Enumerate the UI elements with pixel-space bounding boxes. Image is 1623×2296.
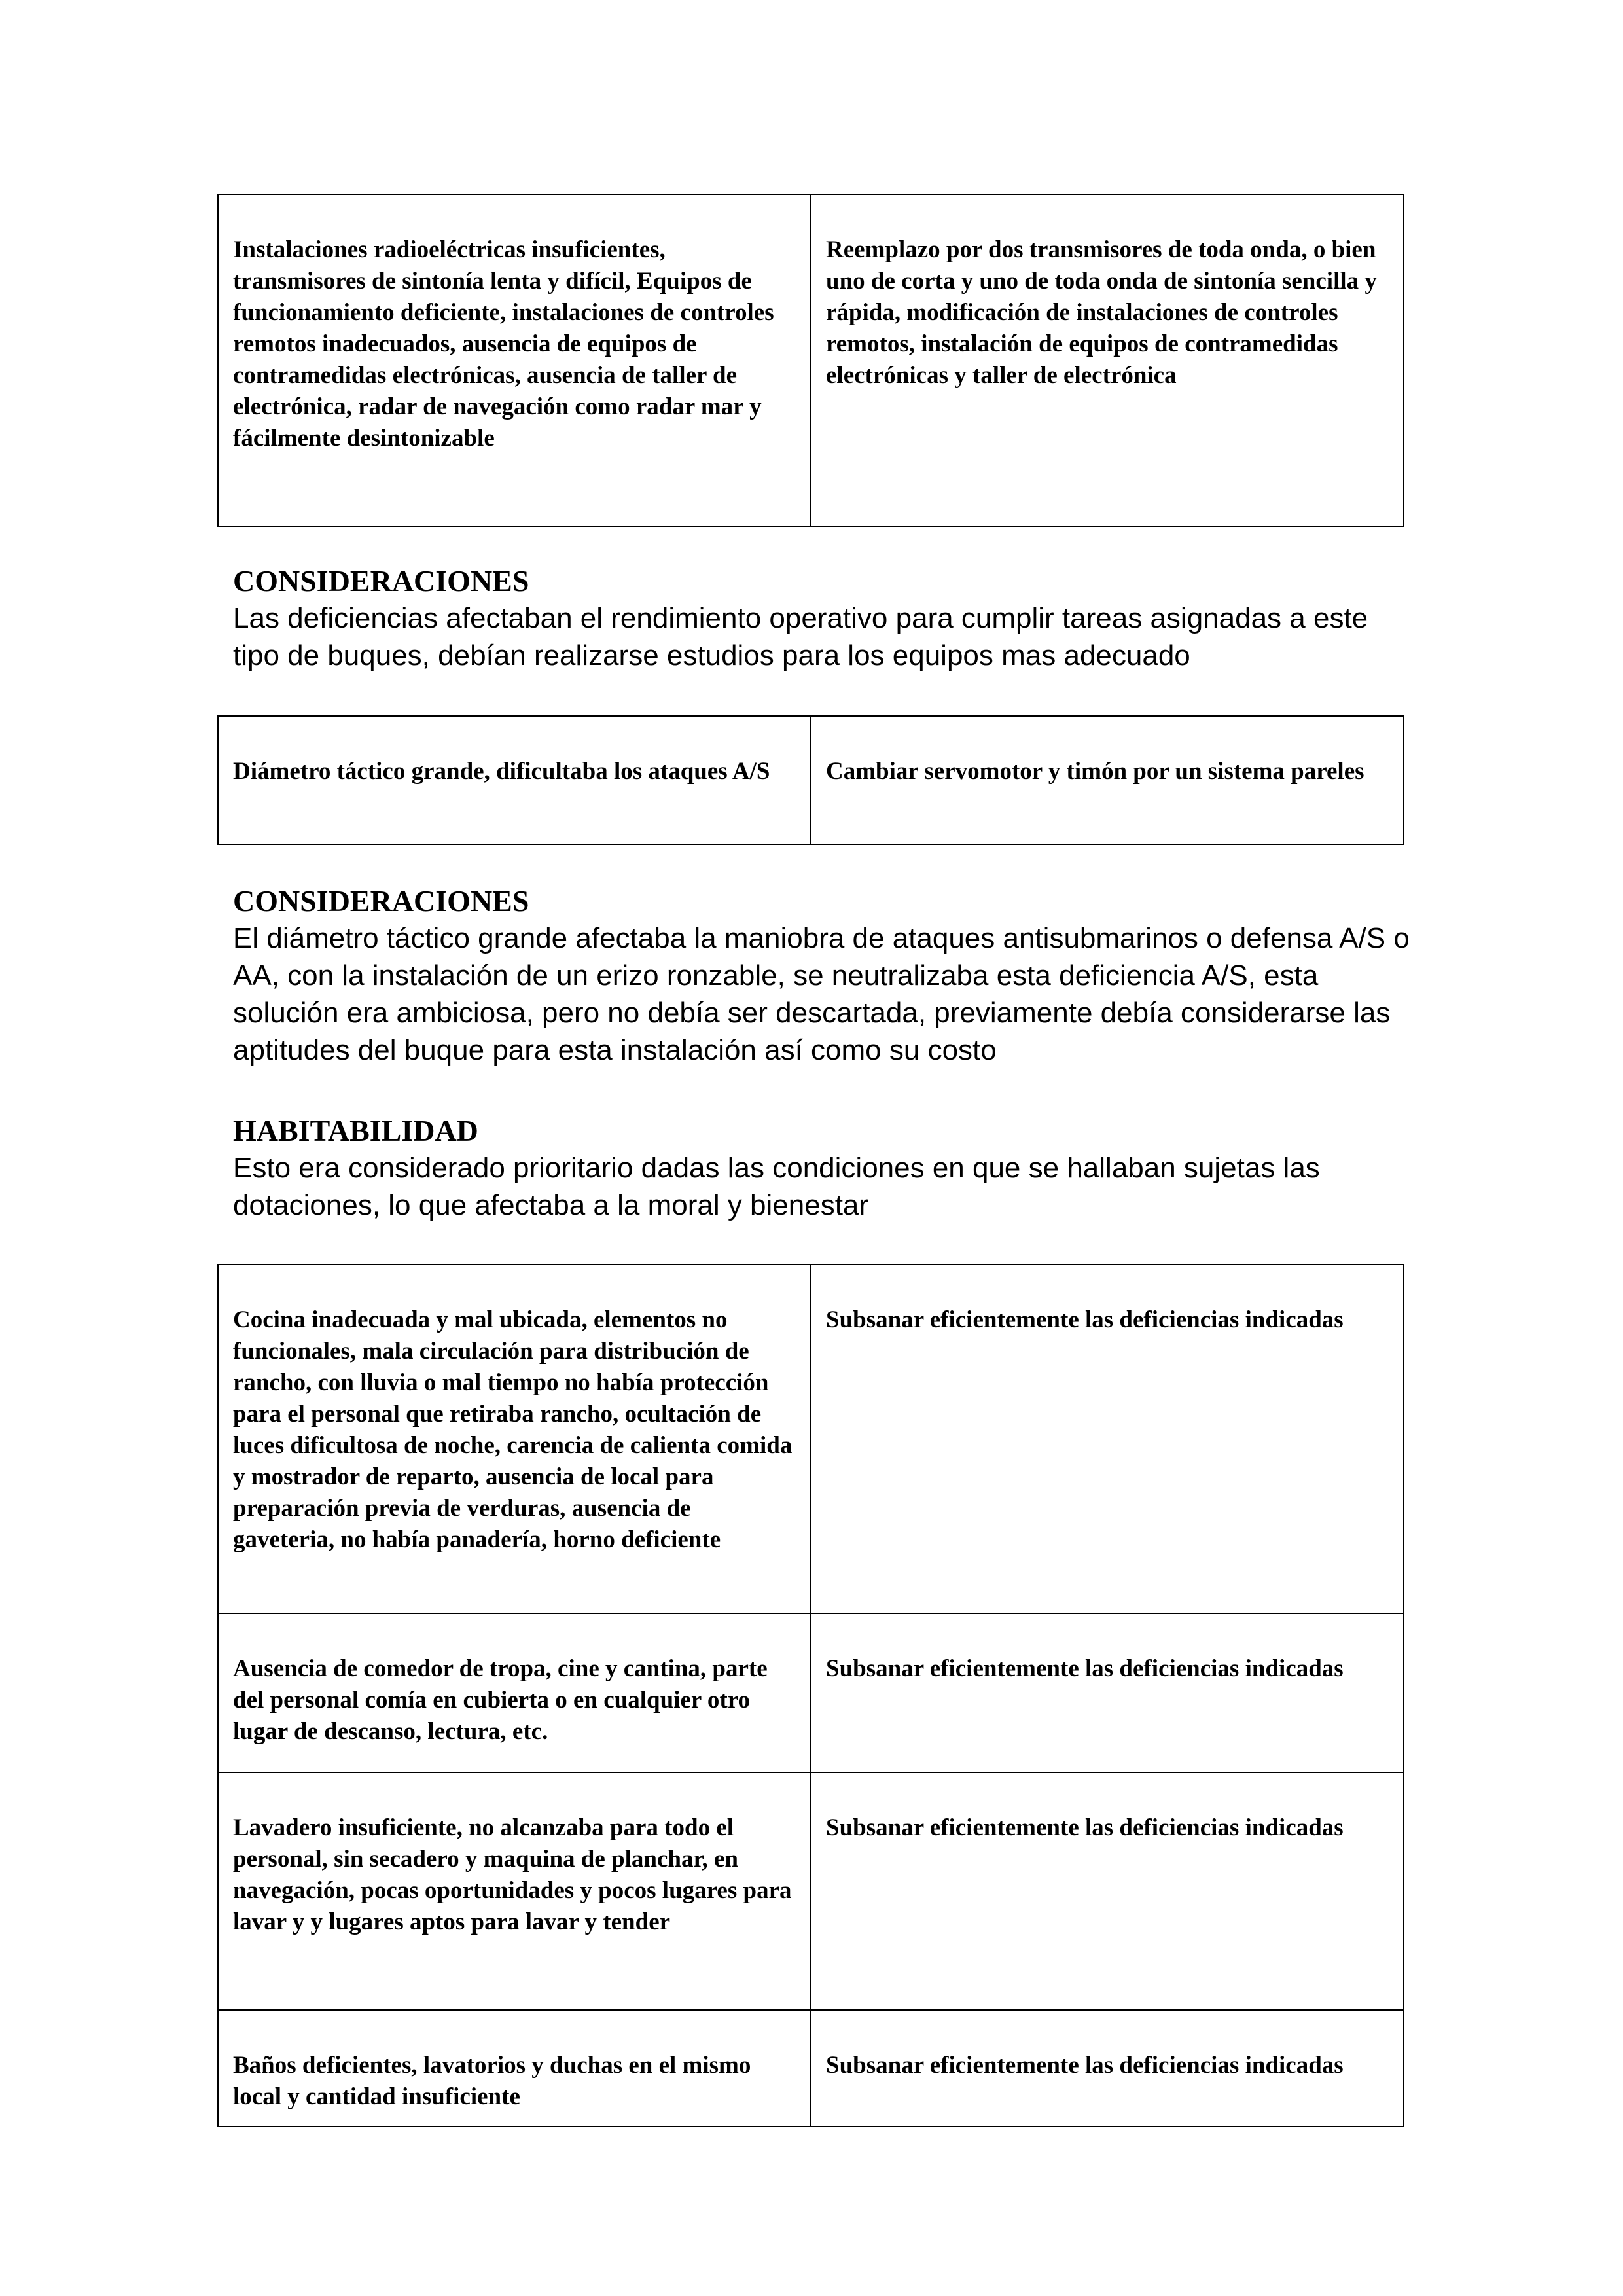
habitability-table: [217, 1264, 1404, 2127]
section-heading: CONSIDERACIONES: [233, 564, 529, 598]
problem-cell: Cocina inadecuada y mal ubicada, elementos no funcionales, mala circulación para distribución de rancho, con lluvia o mal tiempo no había protección para el personal que retiraba rancho, ocultación de luces dificultosa de noche, carencia de calienta comida y mostrador de reparto, ausencia de local para preparación previa de verduras, ausencia de gaveteria, no había panadería, horno deficiente: [218, 1265, 811, 1613]
table-row: [218, 716, 1404, 844]
section-heading: HABITABILIDAD: [233, 1114, 478, 1147]
solution-cell: Reemplazo por dos transmisores de toda onda, o bien uno de corta y uno de toda onda de sintonía sencilla y rápida, modificación de instalaciones de controles remotos, instalación de equipos de contramedidas electrónicas y taller de electrónica: [811, 194, 1404, 526]
section-text: Esto era considerado prioritario dadas las condiciones en que se hallaban sujetas las dotaciones, lo que afectaba a la moral y bienestar: [233, 1152, 1320, 1221]
problem-cell: Ausencia de comedor de tropa, cine y cantina, parte del personal comía en cubierta o en cualquier otro lugar de descanso, lectura, etc.: [218, 1613, 811, 1772]
problem-cell: Lavadero insuficiente, no alcanzaba para todo el personal, sin secadero y maquina de planchar, en navegación, pocas oportunidades y pocos lugares para lavar y y lugares aptos para lavar y tender: [218, 1772, 811, 2010]
radio-equipment-table: [217, 194, 1404, 527]
table-row: [218, 1772, 1404, 2010]
solution-cell: Subsanar eficientemente las deficiencias indicadas: [811, 2010, 1404, 2126]
tactical-diameter-table: [217, 715, 1404, 845]
problem-cell: Instalaciones radioeléctricas insuficientes, transmisores de sintonía lenta y difícil, Equipos de funcionamiento deficiente, instalaciones de controles remotos inadecuados, ausencia de equipos de contramedidas electrónicas, ausencia de taller de electrónica, radar de navegación como radar mar y fácilmente desintonizable: [218, 194, 811, 526]
solution-cell: Subsanar eficientemente las deficiencias indicadas: [811, 1613, 1404, 1772]
section-heading: CONSIDERACIONES: [233, 884, 529, 918]
problem-cell: Baños deficientes, lavatorios y duchas en el mismo local y cantidad insuficiente: [218, 2010, 811, 2126]
section-text: Las deficiencias afectaban el rendimiento operativo para cumplir tareas asignadas a este tipo de buques, debían realizarse estudios para los equipos mas adecuado: [233, 602, 1368, 672]
habitability-section: [233, 1113, 1411, 1224]
table-row: [218, 2010, 1404, 2126]
solution-cell: Cambiar servomotor y timón por un sistema pareles: [811, 716, 1404, 844]
table-row: [218, 1613, 1404, 1772]
table-row: [218, 1265, 1404, 1613]
section-text: El diámetro táctico grande afectaba la maniobra de ataques antisubmarinos o defensa A/S o AA, con la instalación de un erizo ronzable, se neutralizaba esta deficiencia A/S, esta solución era ambiciosa, pero no debía ser descartada, previamente debía considerarse las aptitudes del buque para esta instalación así como su costo: [233, 922, 1410, 1066]
solution-cell: Subsanar eficientemente las deficiencias indicadas: [811, 1265, 1404, 1613]
considerations-section-1: [233, 563, 1411, 674]
considerations-section-2: [233, 883, 1411, 1069]
table-row: [218, 194, 1404, 526]
solution-cell: Subsanar eficientemente las deficiencias indicadas: [811, 1772, 1404, 2010]
problem-cell: Diámetro táctico grande, dificultaba los ataques A/S: [218, 716, 811, 844]
